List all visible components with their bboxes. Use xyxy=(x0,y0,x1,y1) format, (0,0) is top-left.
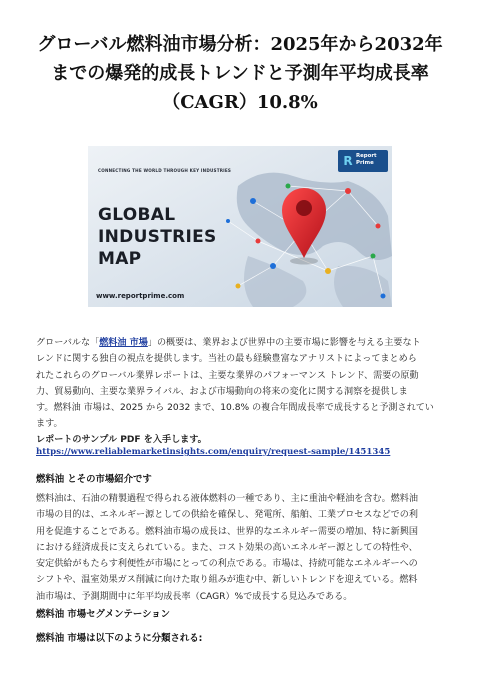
banner-headline-line-3: MAP xyxy=(98,249,142,269)
banner-image xyxy=(88,146,392,307)
logo-mark-icon: R xyxy=(343,154,353,168)
banner-tagline: CONNECTING THE WORLD THROUGH KEY INDUSTRIES xyxy=(98,169,232,174)
market-keyword-link[interactable]: 燃料油 市場 xyxy=(99,338,148,348)
market-intro-paragraph: 燃料油は、石油の精製過程で得られる液体燃料の一種であり、主に重油や軽油を含む。燃料油 市場の目的は、エネルギー源としての供給を確保し、発電所、船舶、工業プロセスなどでの利 用を促進することである。燃料油市場の成長は、世界的なエネルギー需要の増加、特に新興国 における経済成長に支えられている。また、コスト効果の高いエネルギー源としての特性や、 安定供給がもたらす利便性が市場にとっての利点である。市場は、持続可能なエネルギーへの シフトや、温室効果ガス削減に向けた取り組みが進む中、新しいトレンドを迎えている。燃料 油市場は、予測期間中に年平均成長率（CAGR）%で成長する見込みである。 xyxy=(36,494,418,602)
title-line-3: （CAGR）10.8% xyxy=(162,92,318,113)
banner-headline-line-1: GLOBAL xyxy=(98,205,176,225)
section-heading-classification: 燃料油 市場は以下のように分類される: xyxy=(36,633,203,644)
sample-pdf-label: レポートのサンプル PDF を入手します。 xyxy=(36,435,207,445)
banner-headline-line-2: INDUSTRIES xyxy=(98,227,217,247)
sample-request-link[interactable]: https://www.reliablemarketinsights.com/enquiry/request-sample/1451345 xyxy=(36,447,391,457)
intro-paragraph: グローバルな「燃料油 市場」の概要は、業界および世界中の主要市場に影響を与える主要なト レンドに関する独自の視点を提供します。当社の最も経験豊富なアナリストによってまとめら れたこれらのグローバル業界レポートは、主要な業界のパフォーマンス トレンド、需要の原動 力、貿易動向、主要な業界ライバル、および市場動向の将来の変化に関する洞察を提供しま す。燃料油 市場は、2025 から 2032 まで、10.8% の複合年間成長率で成長すると予測されてい ます。 xyxy=(36,338,434,430)
banner-url: www.reportprime.com xyxy=(96,292,185,300)
title-line-1: グローバル燃料油市場分析：2025年から2032年 xyxy=(37,34,443,55)
report-prime-logo xyxy=(338,150,388,172)
section-heading-intro: 燃料油 とその市場紹介です xyxy=(36,474,152,485)
section-heading-segmentation: 燃料油 市場セグメンテーション xyxy=(36,609,171,620)
banner-headline xyxy=(98,204,217,270)
page-title xyxy=(28,30,452,117)
logo-text: Report Prime xyxy=(356,153,377,166)
title-line-2: までの爆発的成長トレンドと予測年平均成長率 xyxy=(51,63,429,84)
